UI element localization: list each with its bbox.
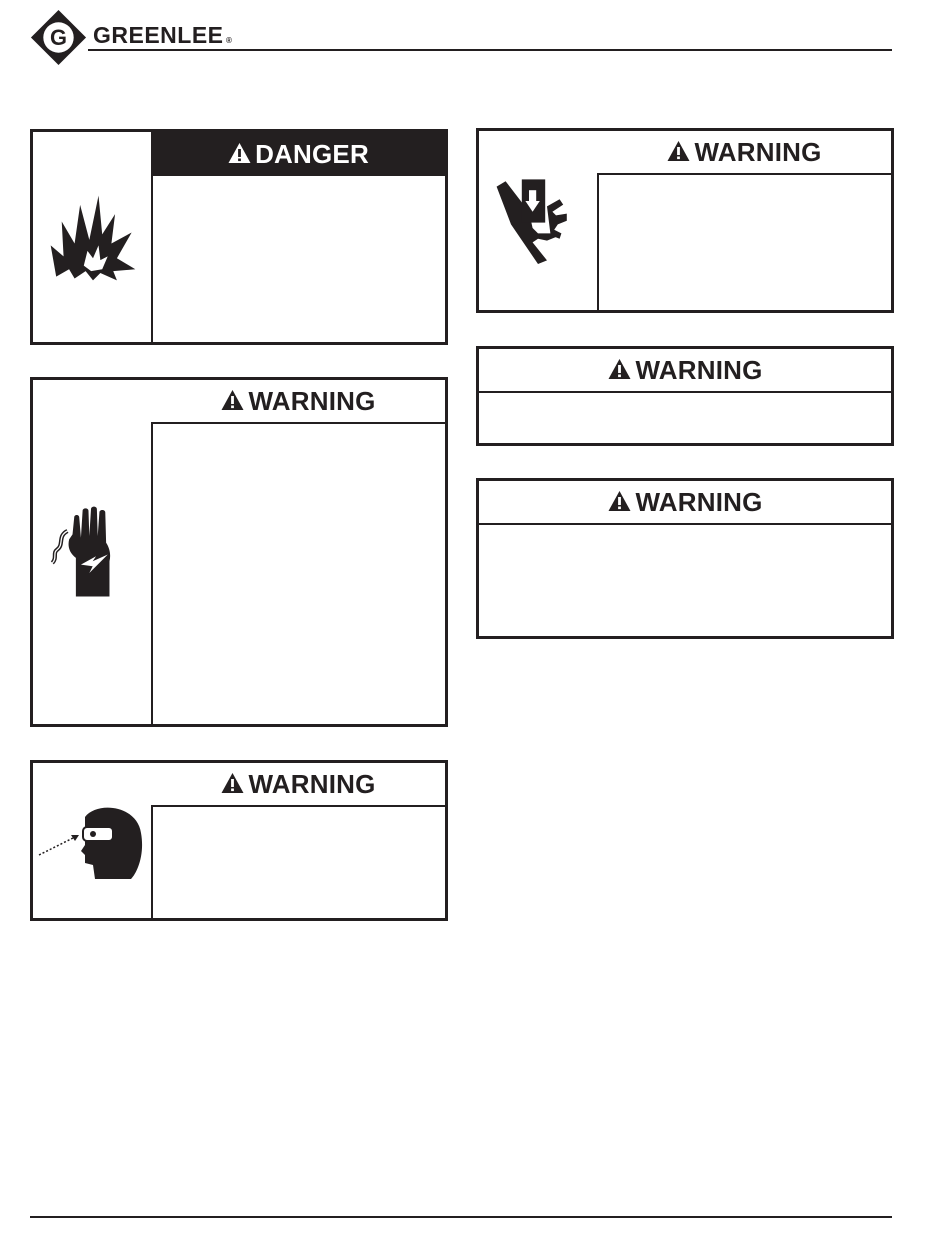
eye-icon-column [33, 763, 153, 918]
alert-triangle-icon [220, 389, 245, 411]
hand-crush-icon [493, 171, 583, 267]
logo-letter: G [50, 25, 67, 51]
alert-triangle-icon [666, 140, 691, 162]
warning-2-signal-header [479, 349, 891, 393]
danger-icon-column [33, 132, 153, 342]
registered-mark: ® [226, 36, 232, 45]
alert-triangle-icon [220, 772, 245, 794]
danger-panel [30, 129, 448, 345]
warning-panel-3 [476, 478, 894, 639]
crush-signal-header [597, 131, 891, 175]
alert-triangle-icon [607, 490, 632, 512]
explosion-icon [47, 192, 139, 284]
crush-warning-panel [476, 128, 894, 313]
warning-3-signal-header [479, 481, 891, 525]
shock-signal-header [151, 380, 445, 424]
alert-triangle-icon [607, 358, 632, 380]
header-rule [88, 49, 892, 51]
shock-signal-word: WARNING [248, 386, 376, 416]
shock-warning-panel [30, 377, 448, 727]
electric-shock-hand-icon [49, 504, 133, 600]
alert-triangle-icon [227, 142, 252, 164]
danger-signal-word: DANGER [255, 139, 369, 169]
brand-name: GREENLEE [93, 22, 224, 48]
greenlee-logo-icon [30, 9, 87, 66]
eye-signal-header [151, 763, 445, 807]
eye-protection-icon [37, 803, 147, 883]
warning-3-signal-word: WARNING [635, 487, 763, 517]
footer-rule [30, 1216, 892, 1218]
danger-signal-header [151, 132, 445, 176]
crush-signal-word: WARNING [694, 137, 822, 167]
warning-2-signal-word: WARNING [635, 355, 763, 385]
warning-panel-2 [476, 346, 894, 446]
eye-warning-panel [30, 760, 448, 921]
eye-signal-word: WARNING [248, 769, 376, 799]
crush-icon-column [479, 131, 599, 310]
shock-icon-column [33, 380, 153, 724]
